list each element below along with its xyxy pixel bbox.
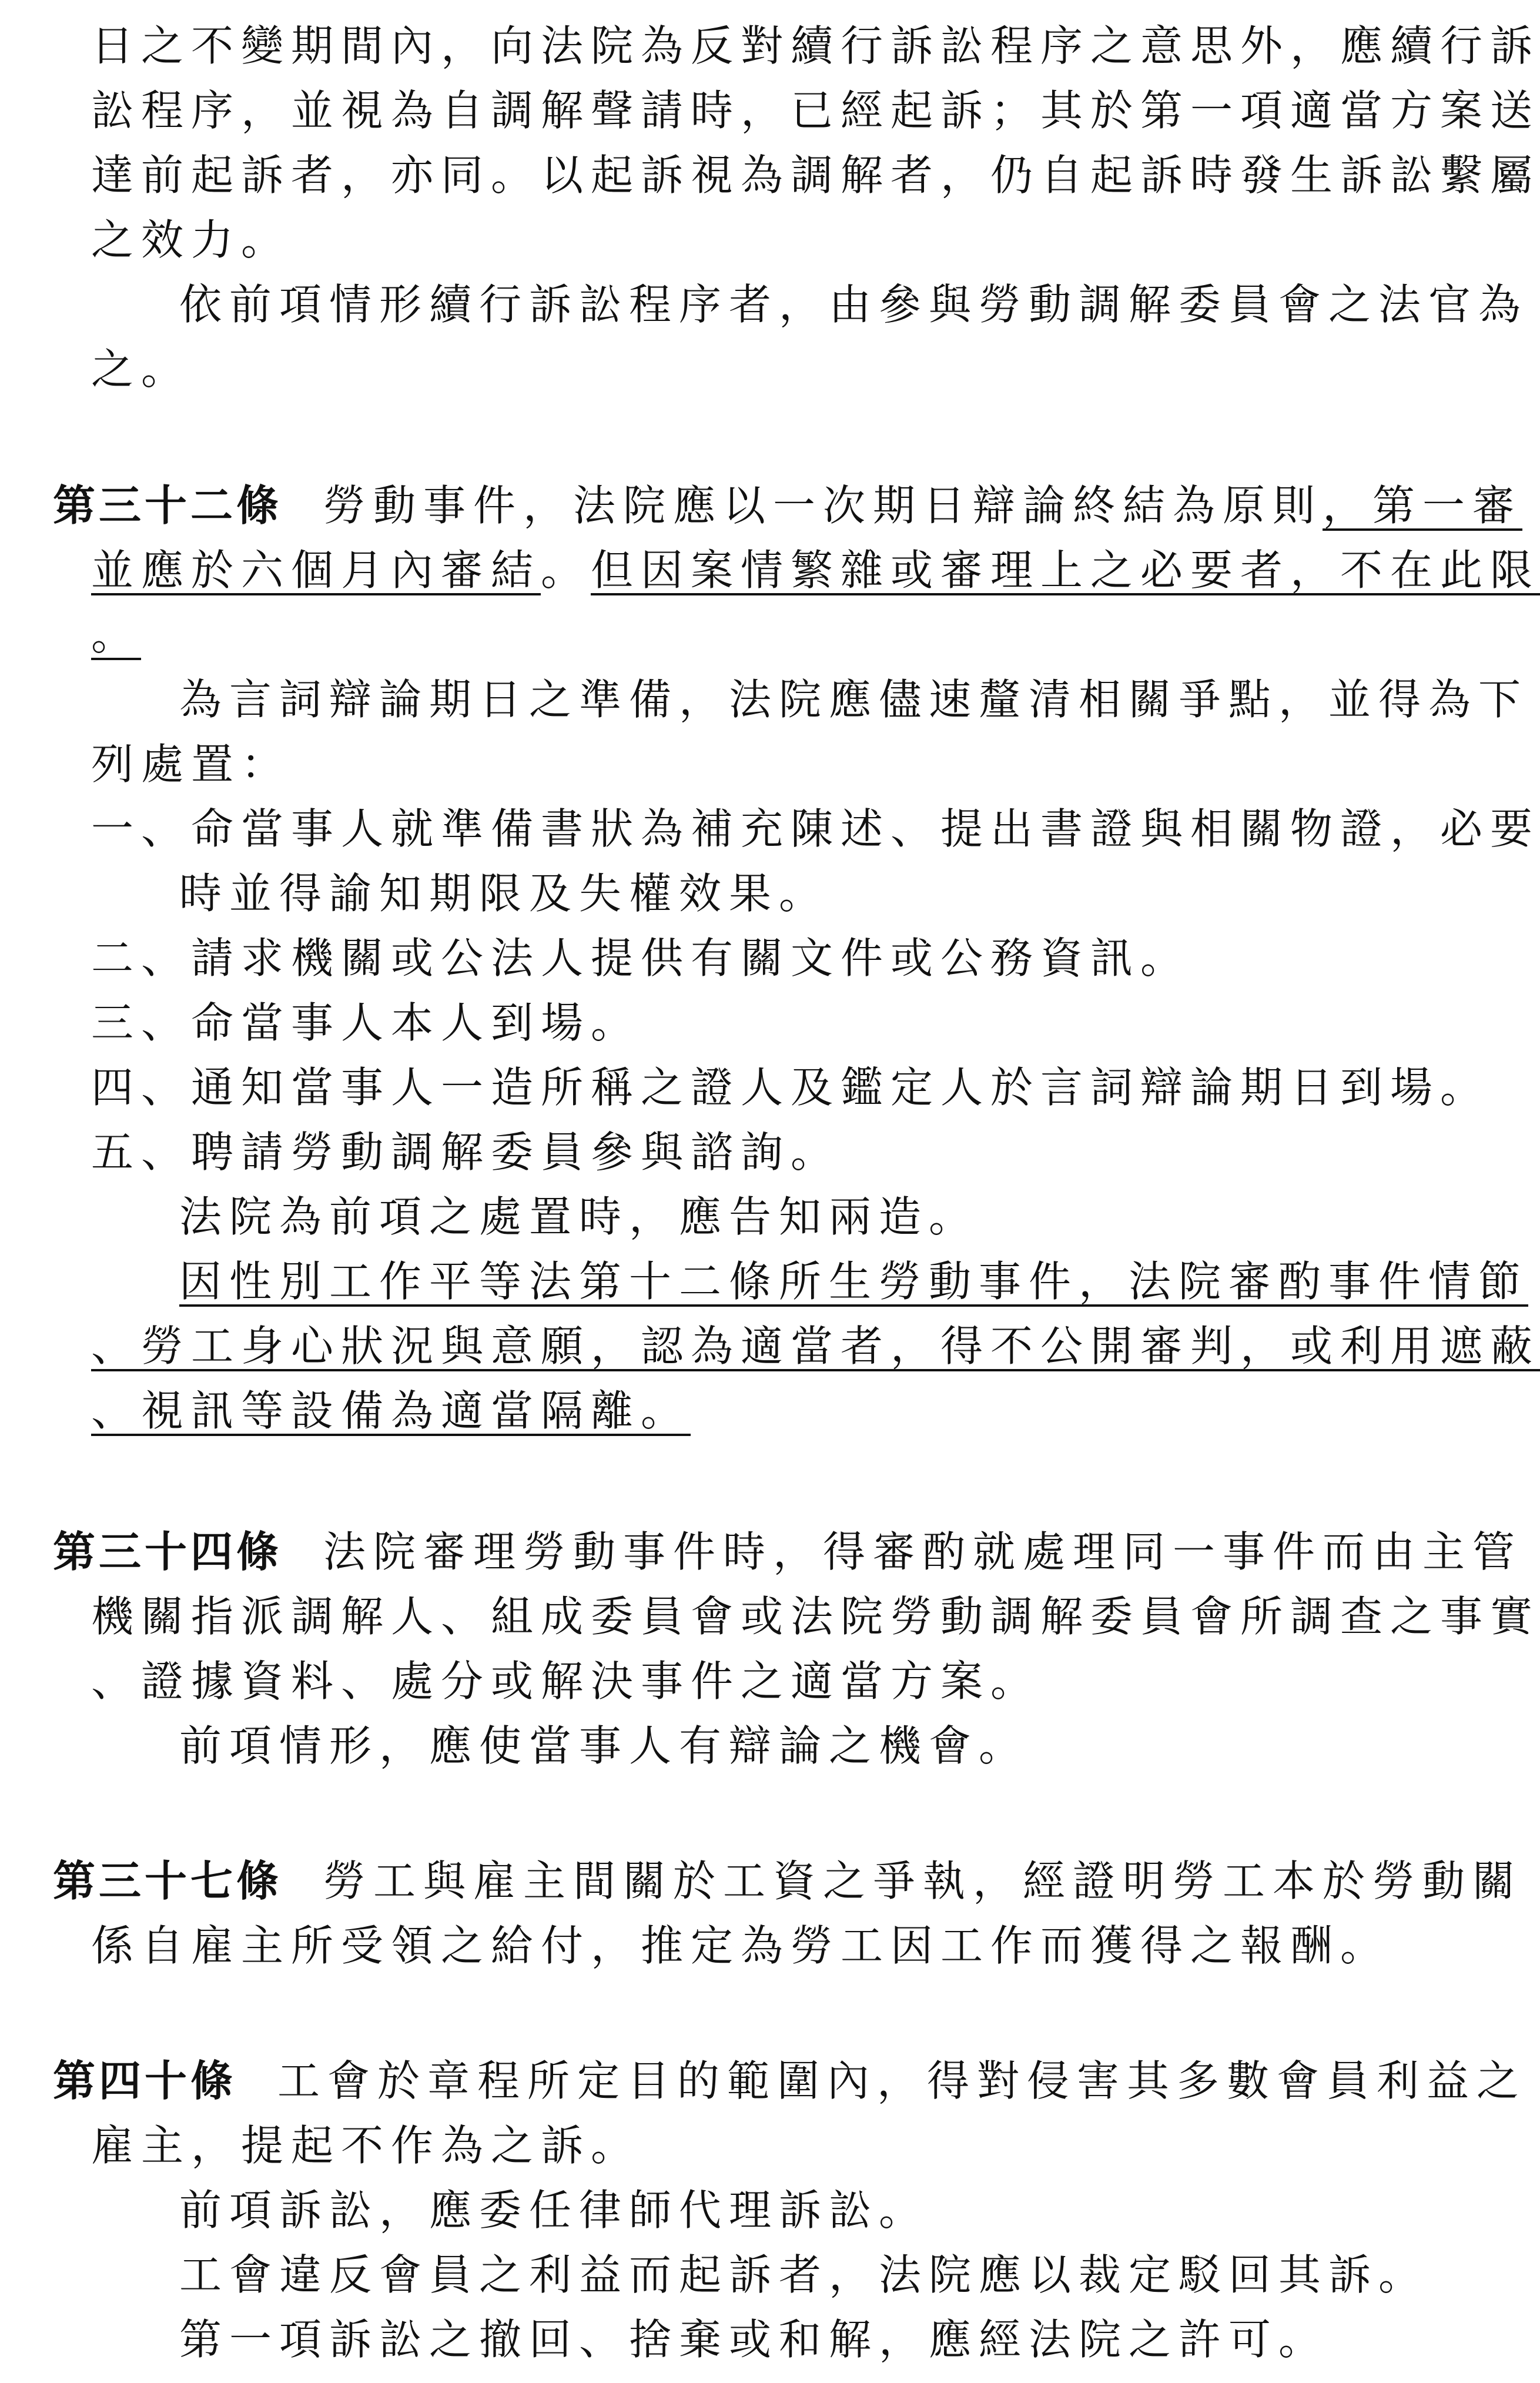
text-span: 勞工與雇主間關於工資之爭執，經證明勞工本於勞動關 bbox=[323, 1856, 1523, 1906]
text-line bbox=[179, 1252, 1528, 1311]
amended-text: 。 bbox=[91, 610, 142, 660]
text-line bbox=[91, 605, 141, 664]
text-line bbox=[91, 1381, 691, 1440]
article-heading: 第三十七條 bbox=[53, 1856, 283, 1906]
text-span: 勞動事件，法院應以一次期日辯論終結為原則 bbox=[323, 481, 1323, 530]
text-line: 前項情形，應使當事人有辯論之機會。 bbox=[179, 1721, 1029, 1770]
list-item: 三、命當事人本人到場。 bbox=[91, 998, 641, 1047]
article-34 bbox=[53, 1522, 1522, 1581]
article-37 bbox=[53, 1852, 1522, 1910]
text-line: 係自雇主所受領之給付，推定為勞工因工作而獲得之報酬。 bbox=[91, 1921, 1391, 1970]
text-line: 日之不變期間內，向法院為反對續行訴訟程序之意思外，應續行訴 bbox=[91, 21, 1540, 71]
article-heading: 第三十二條 bbox=[53, 481, 283, 530]
text-span: 法院審理勞動事件時，得審酌就處理同一事件而由主管 bbox=[323, 1527, 1523, 1577]
article-heading: 第四十條 bbox=[53, 2056, 237, 2106]
amended-text: ，第一審 bbox=[1323, 481, 1523, 530]
text-span: 工會於章程所定目的範圍內，得對侵害其多數會員利益之 bbox=[277, 2056, 1527, 2106]
text-line: 、證據資料、處分或解決事件之適當方案。 bbox=[91, 1656, 1041, 1706]
list-item: 四、通知當事人一造所稱之證人及鑑定人於言詞辯論期日到場。 bbox=[91, 1063, 1491, 1112]
amended-text: 但因案情繁雜或審理上之必要者，不在此限 bbox=[591, 545, 1540, 595]
amended-text: 、勞工身心狀況與意願，認為適當者，得不公開審判，或利用遮蔽 bbox=[91, 1321, 1540, 1371]
list-item-cont: 時並得諭知期限及失權效果。 bbox=[179, 869, 829, 918]
amended-text: 因性別工作平等法第十二條所生勞動事件，法院審酌事件情節 bbox=[179, 1257, 1529, 1306]
text-line: 依前項情形續行訴訟程序者，由參與勞動調解委員會之法官為 bbox=[179, 280, 1529, 329]
text-line bbox=[91, 541, 1540, 600]
text-span: 。 bbox=[541, 545, 591, 595]
list-item: 一、命當事人就準備書狀為補充陳述、提出書證與相關物證，必要 bbox=[91, 804, 1540, 854]
list-item: 五、聘請勞動調解委員參與諮詢。 bbox=[91, 1127, 841, 1177]
text-line: 工會違反會員之利益而起訴者，法院應以裁定駁回其訴。 bbox=[179, 2250, 1429, 2300]
text-line: 達前起訴者，亦同。以起訴視為調解者，仍自起訴時發生訴訟繫屬 bbox=[91, 150, 1540, 200]
article-32 bbox=[53, 476, 1522, 535]
amended-text: 並應於六個月內審結 bbox=[91, 545, 541, 595]
text-line: 法院為前項之處置時，應告知兩造。 bbox=[179, 1192, 979, 1241]
list-item: 二、請求機關或公法人提供有關文件或公務資訊。 bbox=[91, 933, 1191, 983]
article-40 bbox=[53, 2051, 1526, 2110]
text-line: 之。 bbox=[91, 344, 192, 394]
text-line: 前項訴訟，應委任律師代理訴訟。 bbox=[179, 2185, 929, 2235]
text-line bbox=[91, 1317, 1540, 1375]
text-line: 訟程序，並視為自調解聲請時，已經起訴；其於第一項適當方案送 bbox=[91, 86, 1540, 135]
article-heading: 第三十四條 bbox=[53, 1527, 283, 1577]
text-line: 機關指派調解人、組成委員會或法院勞動調解委員會所調查之事實 bbox=[91, 1592, 1540, 1641]
text-line: 之效力。 bbox=[91, 215, 292, 265]
text-line: 列處置： bbox=[91, 739, 292, 789]
text-line: 雇主，提起不作為之訴。 bbox=[91, 2121, 641, 2170]
text-line: 第一項訴訟之撤回、捨棄或和解，應經法院之許可。 bbox=[179, 2315, 1329, 2364]
text-line: 為言詞辯論期日之準備，法院應儘速釐清相關爭點，並得為下 bbox=[179, 675, 1529, 724]
amended-text: 、視訊等設備為適當隔離。 bbox=[91, 1386, 691, 1435]
